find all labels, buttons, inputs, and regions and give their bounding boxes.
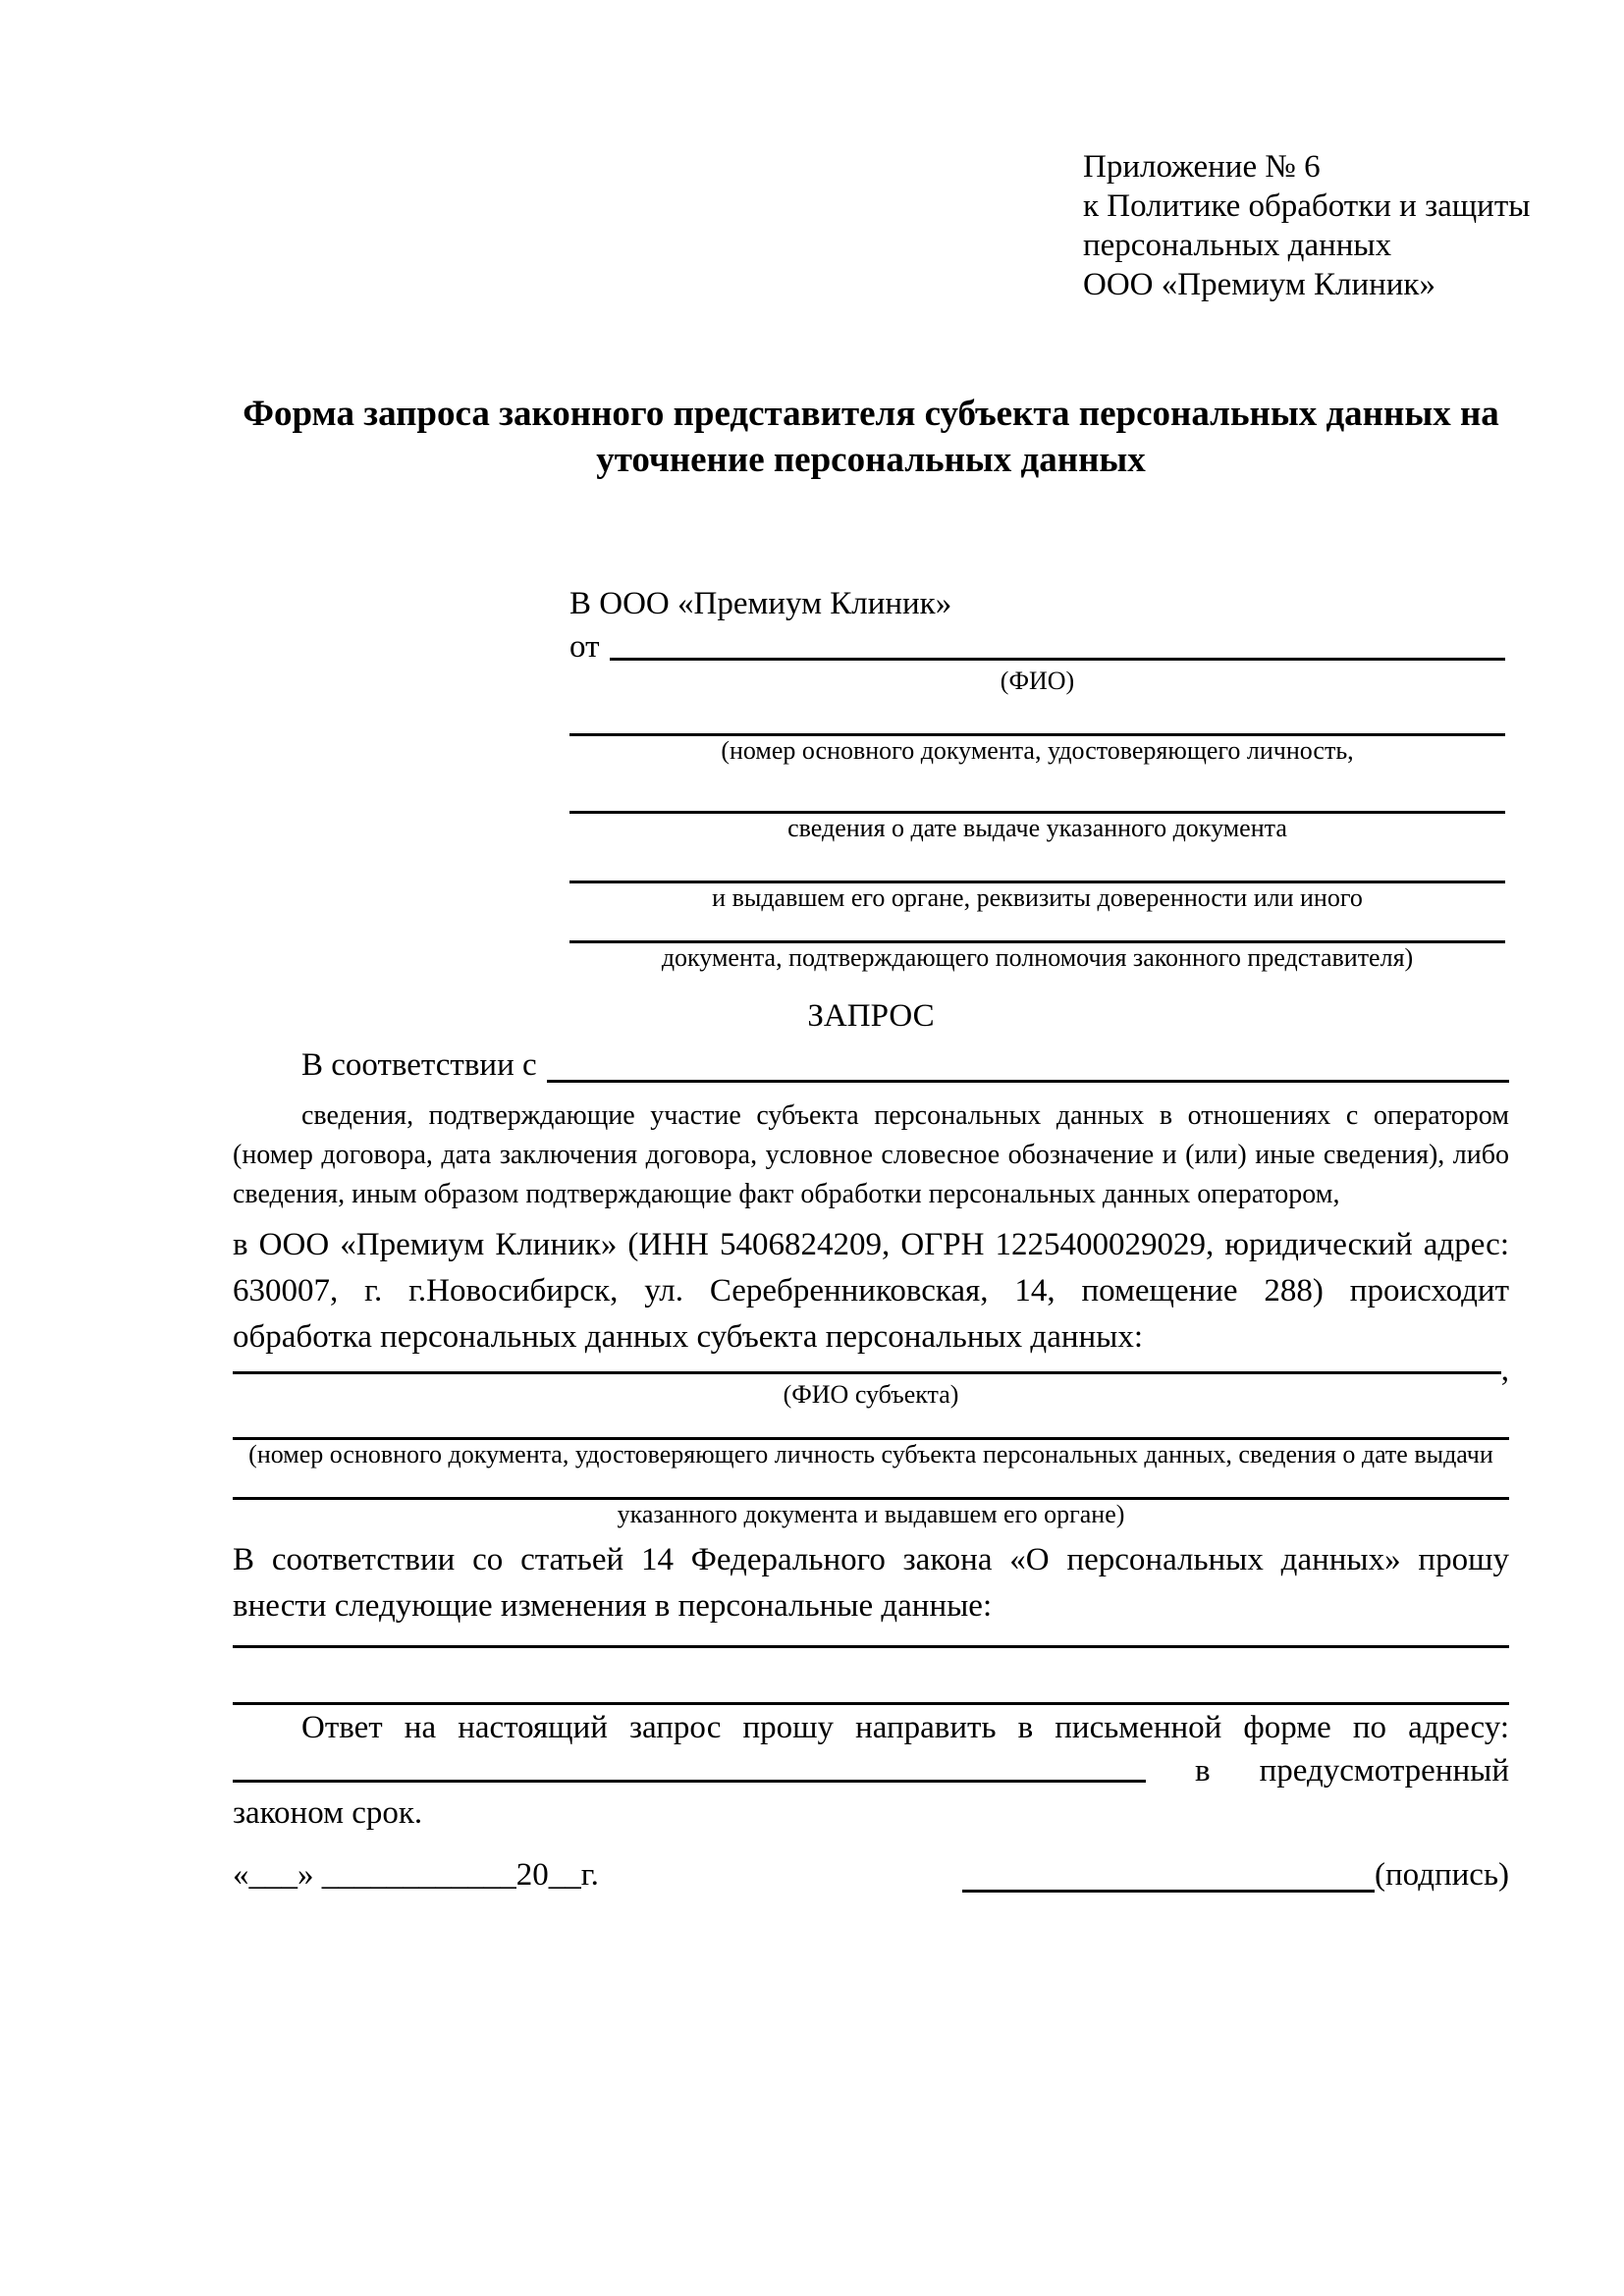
field-caption: (номер основного документа, удостоверяющего личность,: [721, 736, 1354, 765]
request-heading: ЗАПРОС: [807, 998, 935, 1034]
answer-closing: законом срок.: [233, 1795, 423, 1831]
blank-line: [547, 1080, 1509, 1083]
accordance-label: В соответствии с: [301, 1047, 537, 1083]
appendix-header-line: ООО «Премиум Клиник»: [1083, 267, 1435, 302]
appendix-header-line: персональных данных: [1083, 228, 1392, 263]
addressee-block: [569, 581, 1505, 973]
answer-word-tail: предусмотренный: [1259, 1753, 1509, 1789]
field-caption: и выдавшем его органе, реквизиты доверенности или иного: [712, 883, 1363, 912]
blank-line: [233, 1629, 1509, 1648]
field-caption: документа, подтверждающего полномочия законного представителя): [661, 943, 1414, 972]
blank-line: [569, 913, 1505, 943]
answer-word-in: в: [1195, 1753, 1211, 1789]
blank-line: [610, 658, 1506, 661]
blank-line: [233, 1410, 1509, 1440]
operator-paragraph: в ООО «Премиум Клиник» (ИНН 5406824209, ОГРН 1225400029029, юридический адрес: 630007, г. г.Новосибирск, ул. Серебренниковская, 14, помещение 288) происходит обработка персональных данных субъекта персональных данных:: [233, 1227, 1509, 1355]
field-caption: (ФИО): [1000, 667, 1075, 695]
field-caption: (номер основного документа, удостоверяющего личность субъекта персональных данных, сведения о дате выдачи: [248, 1440, 1493, 1468]
accordance-row: [233, 1042, 1509, 1089]
field-caption: (ФИО субъекта): [783, 1380, 959, 1409]
blank-line: [233, 1371, 1501, 1374]
blank-line: [233, 1469, 1509, 1500]
field-caption: сведения о дате выдаче указанного документа: [787, 814, 1287, 842]
appendix-header: [1083, 147, 1530, 304]
signature-caption: (подпись): [1375, 1857, 1509, 1893]
date-signature-row: [233, 1852, 1509, 1898]
field-caption: указанного документа и выдавшем его органе): [617, 1500, 1125, 1528]
blank-line: [569, 696, 1505, 736]
blank-line: [233, 1648, 1509, 1705]
signature-group: [962, 1852, 1509, 1898]
appendix-header-line: к Политике обработки и защиты: [1083, 188, 1531, 224]
accordance-note: сведения, подтверждающие участие субъекта персональных данных в отношениях с оператором (номер договора, дата заключения договора, условное словесное обозначение и (или) иные сведения), либо сведения, иным образом подтверждающие факт обработки персональных данных оператором,: [233, 1100, 1509, 1209]
blank-line: [233, 1780, 1146, 1783]
article-paragraph: В соответствии со статьей 14 Федерального закона «О персональных данных» прошу внести следующие изменения в персональные данные:: [233, 1542, 1509, 1624]
signature-line: [962, 1890, 1375, 1893]
from-label: от: [569, 629, 600, 665]
answer-address-row: [233, 1751, 1509, 1790]
request-body: [233, 1042, 1509, 1898]
subject-fio-row: [233, 1353, 1509, 1388]
addressee-from-row: [569, 627, 1505, 667]
appendix-header-line: Приложение № 6: [1083, 149, 1321, 185]
addressee-to: В ООО «Премиум Клиник»: [569, 586, 952, 621]
answer-paragraph: Ответ на настоящий запрос прошу направить в письменной форме по адресу:: [301, 1710, 1509, 1745]
trailing-comma: ,: [1500, 1353, 1509, 1388]
blank-line: [569, 843, 1505, 883]
form-title: Форма запроса законного представителя субъекта персональных данных на уточнение персональных данных: [243, 394, 1499, 480]
blank-line: [569, 766, 1505, 814]
date-blank: «___» ____________20__г.: [233, 1857, 599, 1893]
